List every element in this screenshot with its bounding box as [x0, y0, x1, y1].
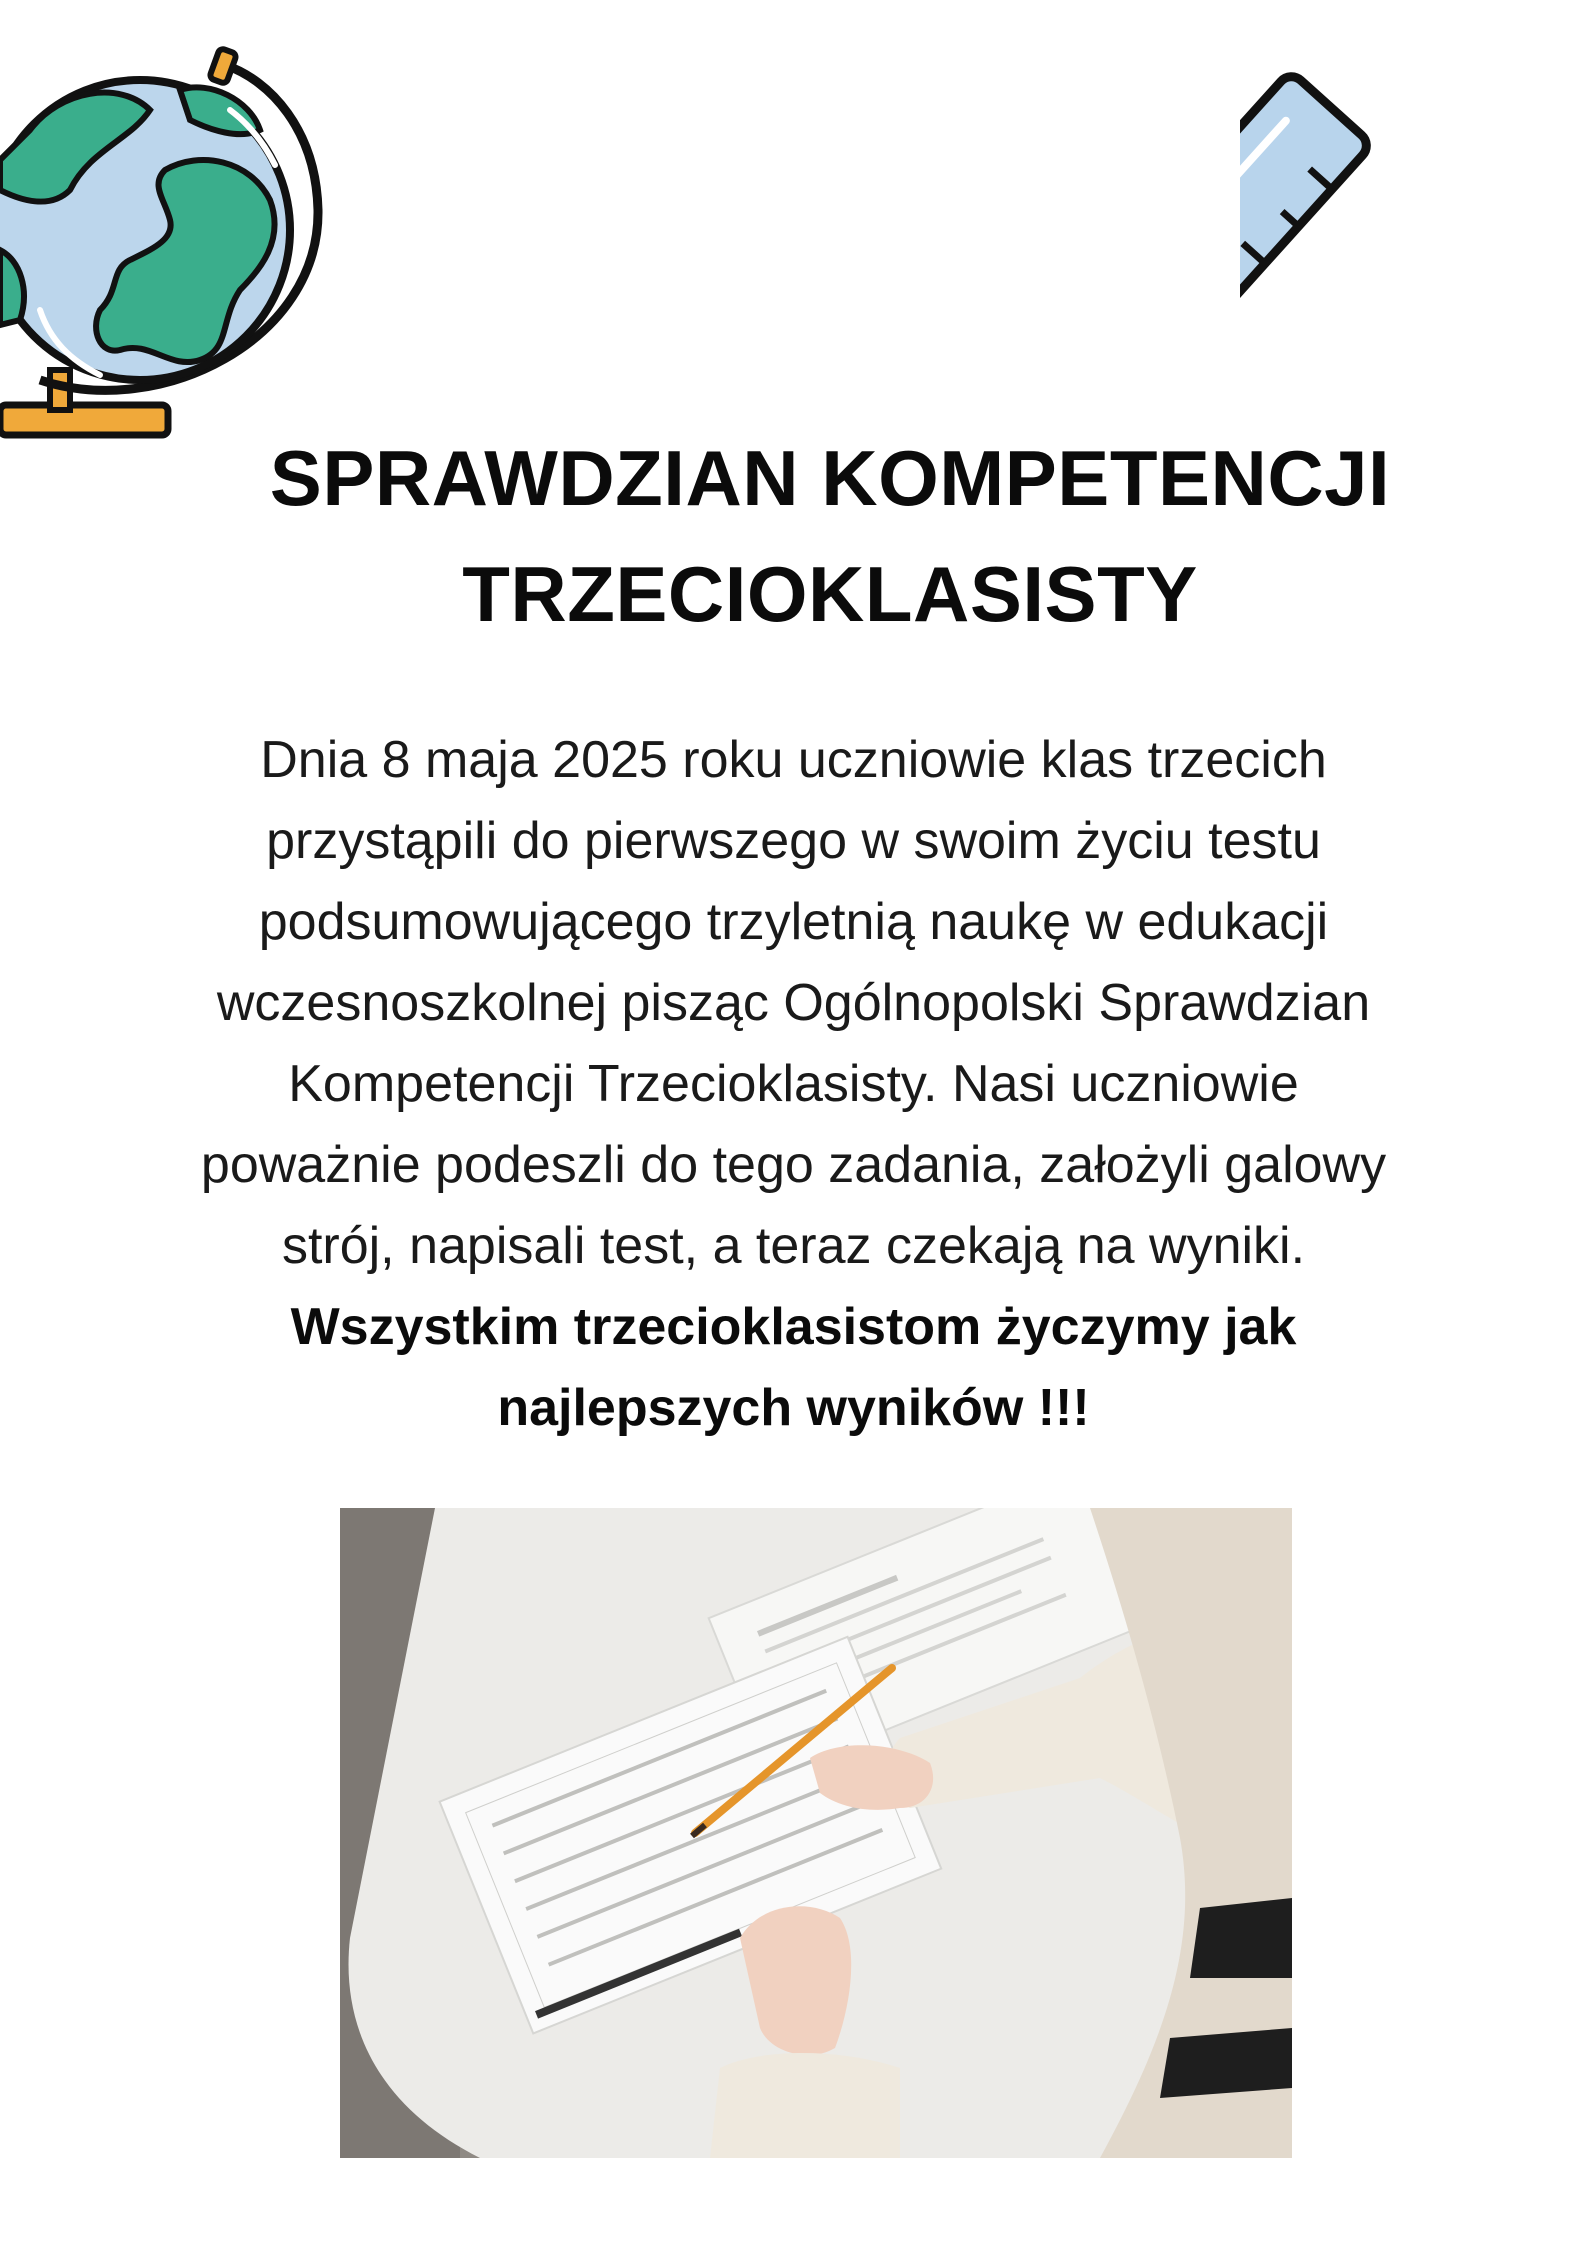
- article-line: podsumowującego trzyletnią naukę w edukacji: [258, 893, 1329, 951]
- article-line: Dnia 8 maja 2025 roku uczniowie klas trzecich: [260, 731, 1327, 789]
- article-line: przystąpili do pierwszego w swoim życiu testu: [266, 812, 1321, 870]
- article-line: poważnie podeszli do tego zadania, założyli galowy: [200, 1136, 1387, 1194]
- closing-wish-line: Wszystkim trzecioklasistom życzymy jak: [290, 1298, 1297, 1356]
- article-line: wczesnoszkolnej pisząc Ogólnopolski Sprawdzian: [216, 974, 1371, 1032]
- article-line: strój, napisali test, a teraz czekają na wyniki.: [281, 1217, 1306, 1275]
- student-test-photo: [340, 1508, 1292, 2158]
- article-body: [80, 720, 1507, 1449]
- page-title: [240, 420, 1420, 652]
- article-line: Kompetencji Trzecioklasisty. Nasi uczniowie: [288, 1055, 1299, 1113]
- globe-icon: [0, 40, 340, 470]
- closing-wish-line: najlepszych wyników !!!: [497, 1379, 1090, 1437]
- title-line-2: TRZECIOKLASISTY: [462, 550, 1198, 638]
- title-line-1: SPRAWDZIAN KOMPETENCJI: [269, 434, 1391, 522]
